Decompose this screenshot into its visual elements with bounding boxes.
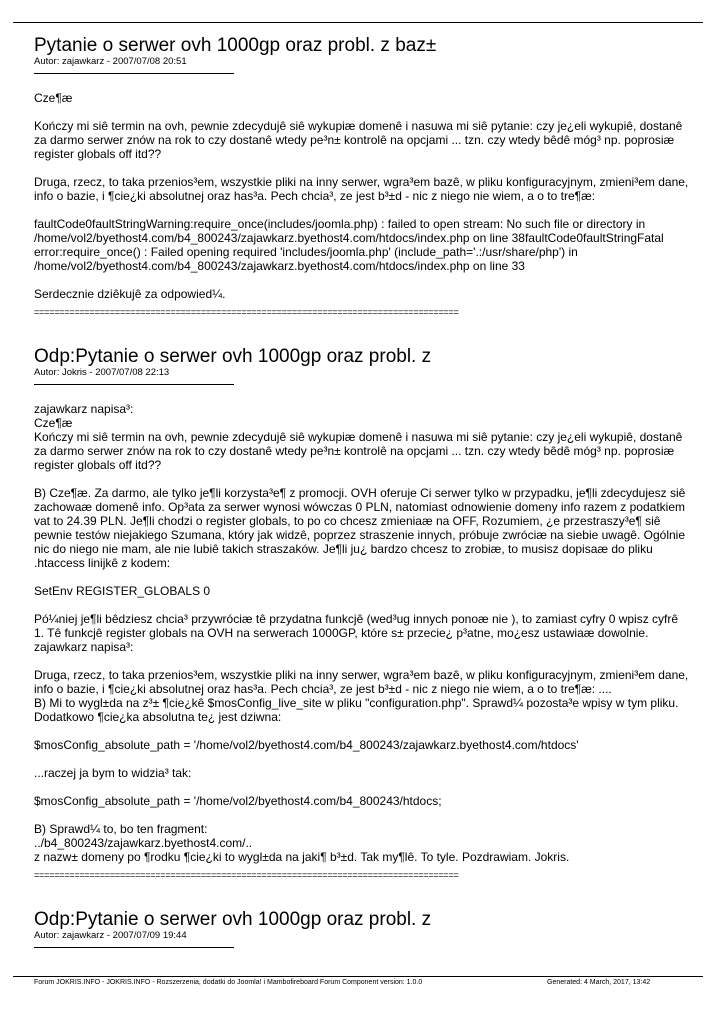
top-rule xyxy=(13,22,703,23)
title-rule xyxy=(34,947,234,948)
quote-header: zajawkarz napisa³: xyxy=(34,640,134,654)
forum-post xyxy=(34,36,689,317)
quote-line: Kończy mi siê termin na ovh, pewnie zdecydujê siê wykupiæ domenê i nasuwa mi siê pytanie: czy je¿eli wykupiê, dostanê za darmo serwer znów na rok to czy dostanê wtedy pe³n± kontrolê na opcjami ... tzn. czy wtedy bêdê móg³ np. poprosiæ register globals off itd?? xyxy=(34,430,683,472)
post-body xyxy=(34,402,689,880)
footer-source: Forum JOKRIS.INFO - JOKRIS.INFO - Rozszerzenia, dodatki do Joomla! i Mambofireboard Forum Component version: 1.0.0 xyxy=(34,979,423,986)
post-title: Odp:Pytanie o serwer ovh 1000gp oraz probl. z xyxy=(34,346,432,367)
post-paragraph: B) Cze¶æ. Za darmo, ale tylko je¶li korzysta³e¶ z promocji. OVH oferuje Ci serwer tylko w przypadku, je¶li zdecydujesz siê zachowaæ domenê info. Op³ata za serwer wynosi wówczas 0 PLN, natomiast odnowienie domeny info razem z podatkiem vat to 24.39 PLN. Je¶li chodzi o register globals, to po co chcesz zmieniaæ na OFF, Rozumiem, ¿e przestraszy³e¶ siê pewnie testów niejakiego Szumana, który jak widzê, poprzez straszenie innych, próbuje zwróciæ na siebie uwagê. Ogólnie nic do niego nie mam, ale nie lubiê takich straszaków. Je¶li ju¿ bardzo chcesz to zrobiæ, to musisz dopisaæ do pliku .htaccess linijkê z kodem: xyxy=(34,486,686,570)
post-title: Odp:Pytanie o serwer ovh 1000gp oraz probl. z xyxy=(34,909,432,930)
post-title: Pytanie o serwer ovh 1000gp oraz probl. z baz± xyxy=(34,35,437,56)
footer-generated: Generated: 4 March, 2017, 13:42 xyxy=(547,979,651,986)
post-paragraph: Druga, rzecz, to taka przenios³em, wszystkie pliki na inny serwer, wgra³em bazê, w pliku konfiguracyjnym, zmieni³em dane, info o bazie, i ¶cie¿ki absolutnej oraz has³a. Pech chcia³, ze jest b³±d - nic z niego nie wiem, a o to tre¶æ: xyxy=(34,175,689,203)
post-separator: ==================================================================================== xyxy=(34,870,459,880)
post-paragraph: Serdecznie dziêkujê za odpowied¼. xyxy=(34,287,226,301)
post-paragraph: Kończy mi siê termin na ovh, pewnie zdecydujê siê wykupiæ domenê i nasuwa mi siê pytanie: czy je¿eli wykupiê, dostanê za darmo serwer znów na rok to czy dostanê wtedy pe³n± kontrolê na opcjami ... tzn. czy wtedy bêdê móg³ np. poprosiæ register globals off itd?? xyxy=(34,119,683,161)
post-paragraph: faultCode0faultStringWarning:require_once(includes/joomla.php) : failed to open stream: No such file or directory in /home/vol2/byethost4.com/b4_800243/zajawkarz.byethost4.com/htdocs/index.php on line 38faultCode0faultStringFatal error:require_once() : Failed opening required 'includes/joomla.php' (include_path='.:/usr/share/php') in /home/vol2/byethost4.com/b4_800243/zajawkarz.byethost4.com/htdocs/index.php on line 33 xyxy=(34,217,664,273)
post-author: Autor: zajawkarz - 2007/07/09 19:44 xyxy=(34,930,187,941)
code-line: $mosConfig_absolute_path = '/home/vol2/byethost4.com/b4_800243/zajawkarz.byethost4.com/htdocs' xyxy=(34,738,579,752)
quote-line: Cze¶æ xyxy=(34,416,73,430)
post-paragraph: Druga, rzecz, to taka przenios³em, wszystkie pliki na inny serwer, wgra³em bazê, w pliku konfiguracyjnym, zmieni³em dane, info o bazie, i ¶cie¿ki absolutnej oraz has³a. Pech chcia³, ze jest b³±d - nic z niego nie wiem, a o to tre¶æ: .... B) Mi to wygl±da na z³± ¶cie¿kê $mosConfig_live_site w pliku "configuration.php". Sprawd¼ pozosta³e wpisy w tym pliku. Dodatkowo ¶cie¿ka absolutna te¿ jest dziwna: xyxy=(34,668,689,724)
code-line: $mosConfig_absolute_path = '/home/vol2/byethost4.com/b4_800243/htdocs; xyxy=(34,794,442,808)
forum-post xyxy=(34,347,689,880)
post-author: Autor: Jokris - 2007/07/08 22:13 xyxy=(34,367,170,378)
post-author: Autor: zajawkarz - 2007/07/08 20:51 xyxy=(34,56,187,67)
document-content xyxy=(34,36,689,970)
post-paragraph: Cze¶æ xyxy=(34,91,73,105)
post-body xyxy=(34,91,689,317)
title-rule xyxy=(34,73,234,74)
title-rule xyxy=(34,384,234,385)
post-paragraph: B) Sprawd¼ to, bo ten fragment: ../b4_800243/zajawkarz.byethost4.com/.. z nazw± domeny po ¶rodku ¶cie¿ki to wygl±da na jaki¶ b³±d. Tak my¶lê. To tyle. Pozdrawiam. Jokris. xyxy=(34,822,570,864)
code-line: SetEnv REGISTER_GLOBALS 0 xyxy=(34,584,211,598)
post-paragraph: Pó¼niej je¶li bêdziesz chcia³ przywróciæ tê przydatna funkcjê (wed³ug innych ponoæ nie ), to zamiast cyfry 0 wpisz cyfrê 1. Tê funkcjê register globals na OVH na serwerach 1000GP, które s± przecie¿ p³atne, mo¿esz ustawiaæ dowolnie. xyxy=(34,612,679,640)
quote-header: zajawkarz napisa³: xyxy=(34,402,134,416)
forum-post xyxy=(34,910,689,948)
footer-rule xyxy=(13,976,703,977)
post-paragraph: ...raczej ja bym to widzia³ tak: xyxy=(34,766,192,780)
post-separator: ==================================================================================== xyxy=(34,307,459,317)
